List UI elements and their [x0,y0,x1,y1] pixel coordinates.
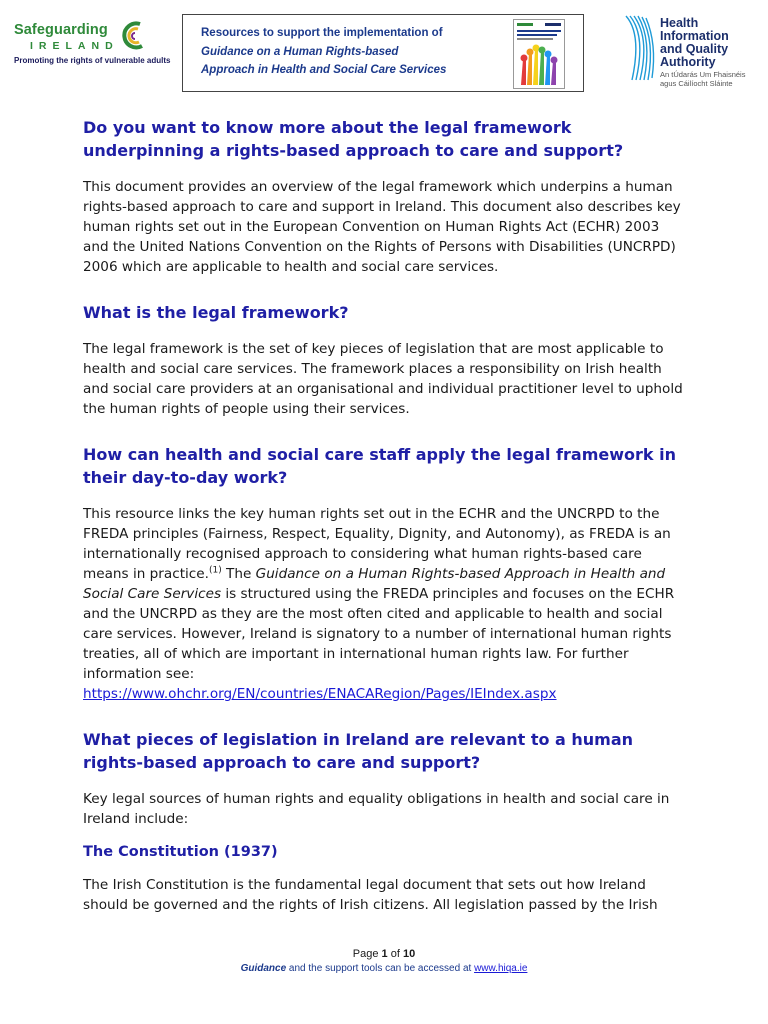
footer-note-guidance: Guidance [240,963,287,974]
hiqa-irish-line-2: agus Cáilíocht Sláinte [660,79,733,88]
section-body-apply-framework [83,504,683,704]
constitution-body: The Irish Constitution is the fundamental legal document that sets out how Ireland should be governed and the rights of Irish citizens. All legislation passed by the Irish [83,877,658,913]
safeguarding-ireland-logo [14,20,174,70]
hiqa-swoosh-icon [622,14,658,84]
hiqa-irish-name [660,70,768,88]
hiqa-line-3: and Quality [660,42,729,56]
apply-body-part-3: is structured using the FREDA principles and focuses on the ECHR and the UNCRPD as they are the most often cited and applicable to health and social care services. However, Ireland is signatory to a number of international human rights treaties, all of which are important in international human rights law. For further information see: [83,586,675,682]
hiqa-name [660,17,768,69]
section-heading-what-is-legal-framework: What is the legal framework? [83,303,349,322]
footnote-reference: (1) [208,565,222,576]
safeguarding-name: Safeguarding [14,22,108,38]
page-total: 10 [402,948,416,960]
page-current: 1 [381,948,388,960]
section-body-what-is-legal-framework: The legal framework is the set of key pieces of legislation that are most applicable to health and social care services. The framework places a responsibility on Irish health and social care providers at an organisational and individual practitioner level to uphold the human rights of people using their services. [83,341,683,417]
safeguarding-swirl-icon [118,20,148,52]
hiqa-line-2: Information [660,29,729,43]
page-of: of [390,948,400,960]
hiqa-logo [622,14,762,90]
resources-line-2: Guidance on a Human Rights-based [201,46,399,58]
section-body-legal-framework-intro: This document provides an overview of the legal framework which underpins a human rights-based approach to care and support in Ireland. This document also describes key human rights set out in the European Convention on Human Rights Act (ECHR) 2003 and the United Nations Convention on the Rights of Persons with Disabilities (UNCRPD) 2006 which are applicable to health and social care services. [83,179,681,275]
guidance-title-italic: Guidance on a Human Rights-based Approach in Health and Social Care Services [83,566,666,602]
section-heading-legal-framework-intro: Do you want to know more about the legal framework underpinning a rights-based approach to care and support? [83,118,624,160]
guidance-cover-thumbnail [513,19,565,89]
footer-note-text: and the support tools can be accessed at [286,963,475,974]
subheading-constitution: The Constitution (1937) [83,844,278,860]
resources-line-3: Approach in Health and Social Care Services [201,64,447,76]
page-label: Page [352,948,379,960]
hiqa-irish-line-1: An tÚdarás Um Fhaisnéis [660,70,746,79]
resources-line-1: Resources to support the implementation of [201,27,443,39]
apply-body-part-1: This resource links the key human rights set out in the ECHR and the UNCRPD to the FREDA principles (Fairness, Respect, Equality, Dignity, and Autonomy), as FREDA is an internationally recognised approach to considering what human rights-based care means in practice. [83,506,671,582]
section-heading-legislation-ireland: What pieces of legislation in Ireland are relevant to a human rights-based approach to care and support? [83,730,634,772]
document-body [83,116,683,915]
apply-body-part-2: The [221,566,256,582]
section-heading-apply-framework: How can health and social care staff apply the legal framework in their day-to-day work? [83,445,676,487]
hiqa-line-1: Health [660,16,699,30]
safeguarding-country: IRELAND [30,40,119,52]
hiqa-website-link[interactable]: www.hiqa.ie [474,963,528,974]
section-body-legislation-ireland: Key legal sources of human rights and equality obligations in health and social care in Ireland include: [83,791,670,827]
hiqa-line-4: Authority [660,55,716,69]
page-number [0,948,768,960]
page-header [0,0,768,100]
page-footer [0,948,768,974]
ohchr-link[interactable]: https://www.ohchr.org/EN/countries/ENACARegion/Pages/IEIndex.aspx [83,686,557,702]
resources-banner [182,14,584,92]
footer-note [0,963,768,974]
safeguarding-tagline: Promoting the rights of vulnerable adults [14,56,171,65]
